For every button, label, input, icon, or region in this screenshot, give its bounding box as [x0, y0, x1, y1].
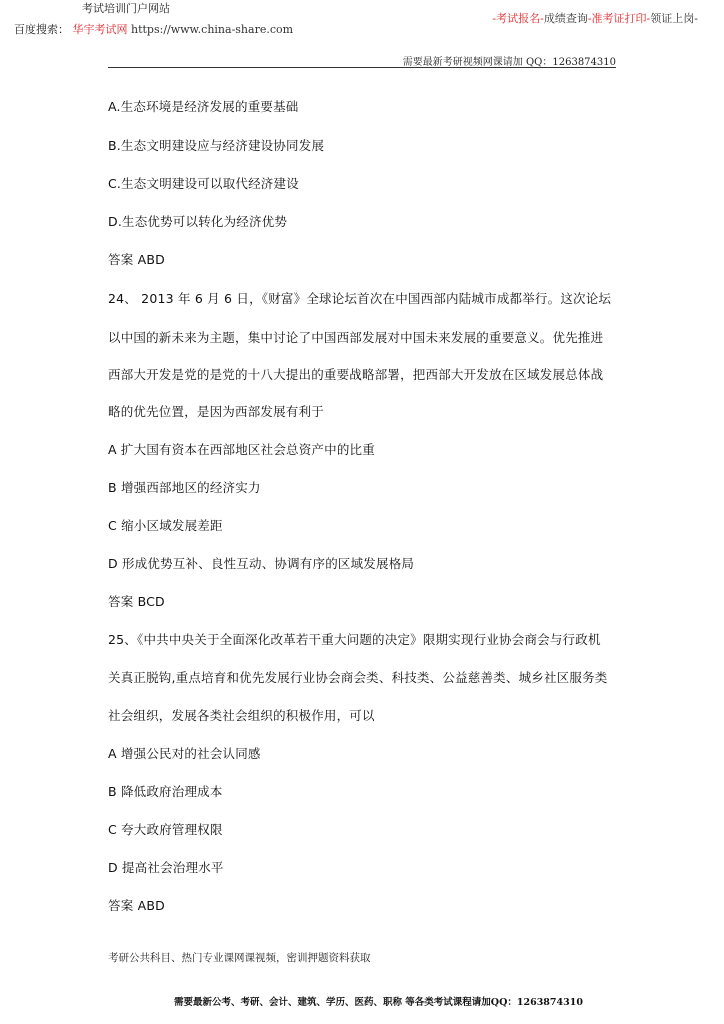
option-line: B 降低政府治理成本	[108, 784, 223, 799]
question-line: 关真正脱钩,重点培育和优先发展行业协会商会类、科技类、公益慈善类、城乡社区服务类	[108, 670, 608, 685]
option-line: D 形成优势互补、良性互动、协调有序的区域发展格局	[108, 556, 415, 571]
nav-link-exam-registration[interactable]: -考试报名-	[492, 12, 544, 25]
answer-line: 答案 ABD	[108, 898, 165, 913]
header-divider	[108, 67, 616, 68]
site-url-link[interactable]: https://www.china-share.com	[131, 23, 294, 36]
answer-line: 答案 BCD	[108, 594, 165, 609]
search-label: 百度搜索：	[14, 23, 69, 36]
option-line: A 增强公民对的社会认同感	[108, 746, 261, 761]
option-line: C.生态文明建设可以取代经济建设	[108, 176, 299, 191]
option-line: D.生态优势可以转化为经济优势	[108, 214, 288, 229]
option-line: C 夸大政府管理权限	[108, 822, 223, 837]
question-line: 西部大开发是党的是党的十八大提出的重要战略部署，把西部大开发放在区域发展总体战	[108, 367, 604, 382]
nav-link-admission-print[interactable]: -准考证打印-	[587, 12, 651, 25]
site-title: 考试培训门户网站	[82, 2, 170, 15]
search-line	[14, 21, 293, 37]
answer-line: 答案 ABD	[108, 252, 165, 267]
brand-link[interactable]: 华宇考试网	[72, 23, 128, 36]
footer-contact-note: 需要最新公考、考研、会计、建筑、学历、医药、职称 等各类考试课程请加QQ：1263874310	[174, 997, 583, 1008]
option-line: C 缩小区域发展差距	[108, 518, 223, 533]
question-line: 24、 2013 年 6 月 6 日，《财富》全球论坛首次在中国西部内陆城市成都举行。这次论坛	[108, 291, 612, 306]
option-line: D 提高社会治理水平	[108, 860, 224, 875]
option-line: B 增强西部地区的经济实力	[108, 480, 261, 495]
question-line: 以中国的新未来为主题，集中讨论了中国西部发展对中国未来发展的重要意义。优先推进	[108, 330, 604, 345]
nav-link-score-query[interactable]: 成绩查询	[543, 12, 588, 25]
question-line: 社会组织，发展各类社会组织的积极作用，可以	[108, 708, 375, 723]
option-line: B.生态文明建设应与经济建设协同发展	[108, 138, 325, 153]
nav-link-certificate[interactable]: 领证上岗-	[650, 12, 698, 25]
question-line: 25、《中共中央关于全面深化改革若干重大问题的决定》限期实现行业协会商会与行政机	[108, 632, 601, 647]
qq-header-note: 需要最新考研视频网课请加 QQ：1263874310	[402, 57, 616, 68]
option-line: A 扩大国有资本在西部地区社会总资产中的比重	[108, 442, 375, 457]
option-line: A.生态环境是经济发展的重要基础	[108, 99, 299, 114]
question-line: 略的优先位置，是因为西部发展有利于	[108, 404, 324, 419]
nav-links	[492, 10, 698, 26]
footer-note: 考研公共科目、热门专业课网课视频，密训押题资料获取	[108, 952, 371, 964]
